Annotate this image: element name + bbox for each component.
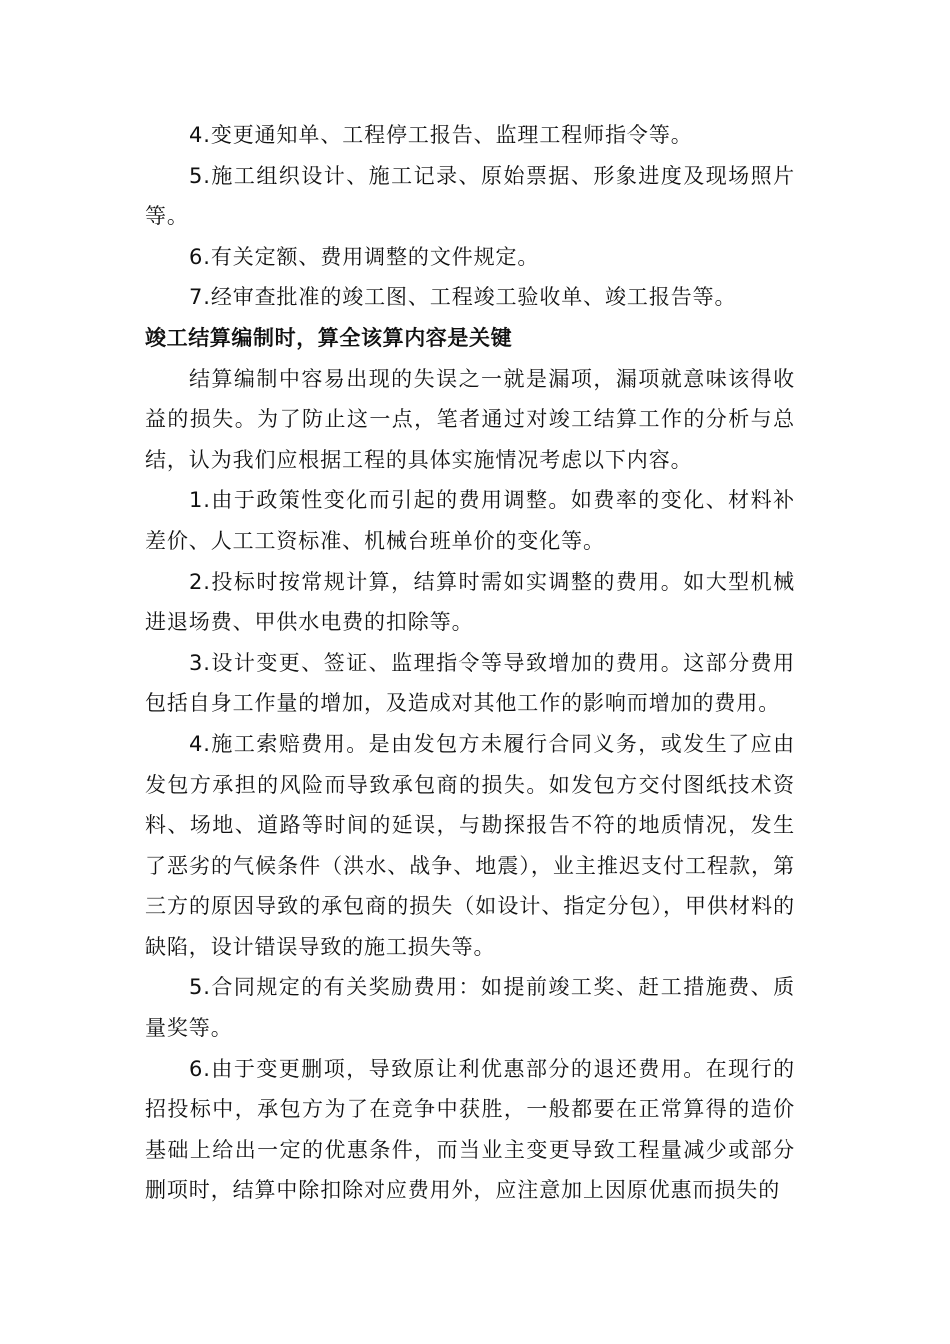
section-heading: 竣工结算编制时，算全该算内容是关键 (145, 325, 513, 350)
paragraph-contract-rewards: 5.合同规定的有关奖励费用：如提前竣工奖、赶工措施费、质量奖等。 (145, 975, 795, 1041)
paragraph-design-change: 3.设计变更、签证、监理指令等导致增加的费用。这部分费用包括自身工作量的增加，及造成对其他工作的影响而增加的费用。 (145, 650, 795, 716)
paragraph-bid-adjustment: 2.投标时按常规计算，结算时需如实调整的费用。如大型机械进退场费、甲供水电费的扣除等。 (145, 569, 795, 635)
paragraph-item-4-change-notice: 4.变更通知单、工程停工报告、监理工程师指令等。 (189, 123, 693, 147)
document-page (145, 115, 795, 1211)
paragraph-item-7-approved-drawings: 7.经审查批准的竣工图、工程竣工验收单、竣工报告等。 (189, 285, 737, 310)
paragraph-item-5-construction-records: 5.施工组织设计、施工记录、原始票据、形象进度及现场照片等。 (145, 163, 795, 229)
paragraph-policy-adjustment: 1.由于政策性变化而引起的费用调整。如费率的变化、材料补差价、人工工资标准、机械台班单价的变化等。 (145, 488, 795, 553)
paragraph-intro: 结算编制中容易出现的失误之一就是漏项，漏项就意味该得收益的损失。为了防止这一点，笔者通过对竣工结算工作的分析与总结，认为我们应根据工程的具体实施情况考虑以下内容。 (145, 366, 795, 472)
paragraph-item-6-quota-regulations: 6.有关定额、费用调整的文件规定。 (189, 244, 540, 269)
paragraph-discount-refund: 6.由于变更删项，导致原让利优惠部分的退还费用。在现行的招投标中，承包方为了在竞争中获胜，一般都要在正常算得的造价基础上给出一定的优惠条件，而当业主变更导致工程量减少或部分删项时，结算中除扣除对应费用外，应注意加上因原优惠而损失的 (145, 1056, 795, 1203)
paragraph-claim-costs: 4.施工索赔费用。是由发包方未履行合同义务，或发生了应由发包方承担的风险而导致承包商的损失。如发包方交付图纸技术资料、场地、道路等时间的延误，与勘探报告不符的地质情况，发生了恶劣的气候条件（洪水、战争、地震），业主推迟支付工程款，第三方的原因导致的承包商的损失（如设计、指定分包），甲供材料的缺陷，设计错误导致的施工损失等。 (145, 731, 795, 959)
